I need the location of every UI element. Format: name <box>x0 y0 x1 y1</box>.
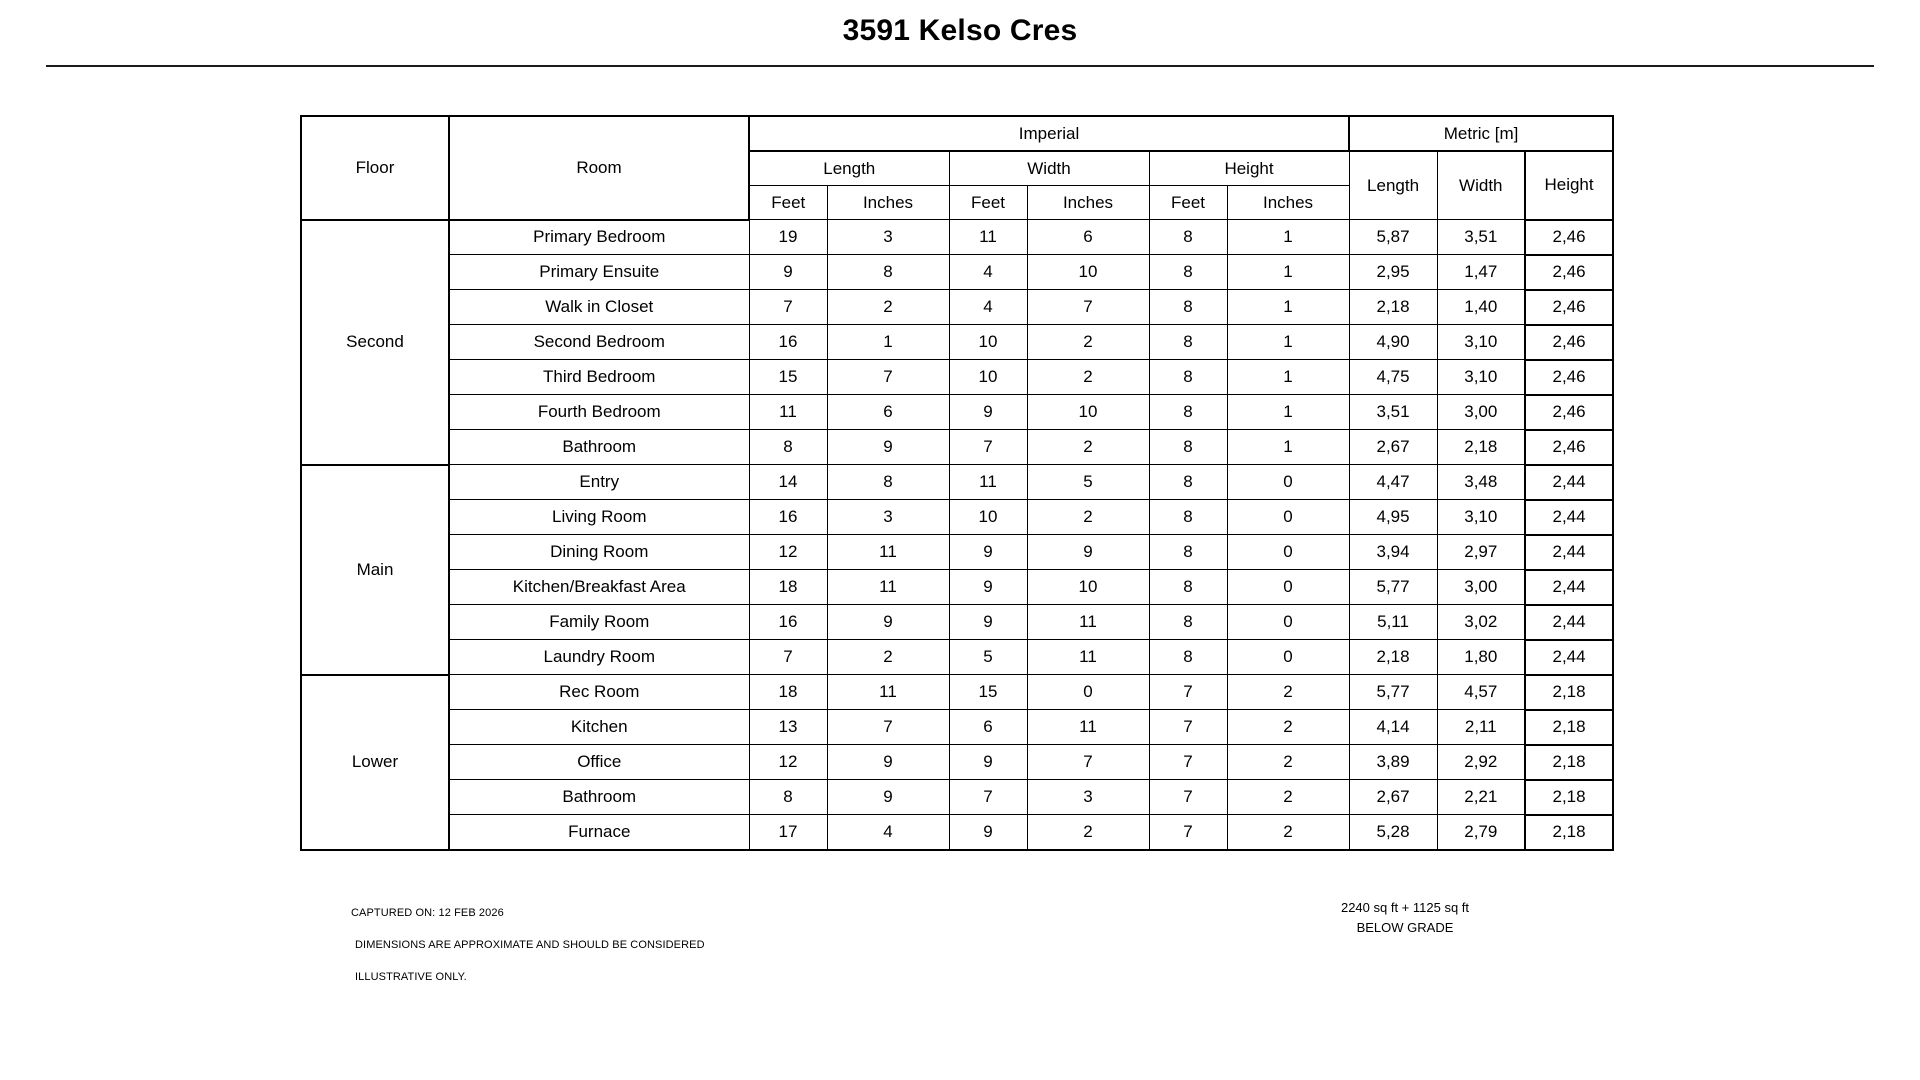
cell-length-inches: 7 <box>827 360 949 395</box>
table-row <box>301 255 1613 290</box>
cell-height-feet: 8 <box>1149 640 1227 675</box>
cell-height-inches: 2 <box>1227 710 1349 745</box>
cell-width-inches: 2 <box>1027 325 1149 360</box>
cell-metric-height: 2,46 <box>1525 360 1613 395</box>
cell-length-feet: 16 <box>749 325 827 360</box>
cell-metric-length: 5,77 <box>1349 675 1437 710</box>
table-row <box>301 780 1613 815</box>
cell-metric-height: 2,44 <box>1525 640 1613 675</box>
header-width-inches: Inches <box>1027 186 1149 220</box>
cell-height-inches: 2 <box>1227 675 1349 710</box>
cell-width-inches: 10 <box>1027 570 1149 605</box>
cell-metric-width: 3,00 <box>1437 395 1525 430</box>
cell-length-inches: 11 <box>827 535 949 570</box>
cell-room: Dining Room <box>449 535 749 570</box>
cell-length-inches: 7 <box>827 710 949 745</box>
cell-metric-width: 3,10 <box>1437 500 1525 535</box>
cell-room: Living Room <box>449 500 749 535</box>
cell-length-inches: 9 <box>827 605 949 640</box>
cell-metric-length: 5,77 <box>1349 570 1437 605</box>
cell-height-inches: 0 <box>1227 640 1349 675</box>
cell-length-feet: 18 <box>749 675 827 710</box>
cell-height-inches: 2 <box>1227 745 1349 780</box>
cell-width-inches: 2 <box>1027 500 1149 535</box>
header-imperial-length: Length <box>749 151 949 186</box>
cell-height-inches: 0 <box>1227 535 1349 570</box>
captured-on-text: CAPTURED ON: 12 FEB 2026 <box>351 906 504 919</box>
cell-width-inches: 7 <box>1027 290 1149 325</box>
cell-metric-length: 2,95 <box>1349 255 1437 290</box>
cell-height-feet: 8 <box>1149 500 1227 535</box>
cell-metric-length: 2,18 <box>1349 640 1437 675</box>
cell-length-inches: 9 <box>827 430 949 465</box>
cell-height-feet: 8 <box>1149 535 1227 570</box>
cell-height-inches: 1 <box>1227 430 1349 465</box>
cell-floor: Main <box>301 465 449 675</box>
cell-metric-width: 3,10 <box>1437 325 1525 360</box>
cell-metric-length: 5,11 <box>1349 605 1437 640</box>
cell-room: Kitchen/Breakfast Area <box>449 570 749 605</box>
cell-metric-length: 3,51 <box>1349 395 1437 430</box>
cell-height-feet: 8 <box>1149 290 1227 325</box>
header-imperial-width: Width <box>949 151 1149 186</box>
cell-metric-height: 2,46 <box>1525 220 1613 255</box>
cell-metric-width: 2,21 <box>1437 780 1525 815</box>
cell-length-inches: 1 <box>827 325 949 360</box>
cell-height-inches: 0 <box>1227 500 1349 535</box>
cell-width-feet: 11 <box>949 465 1027 500</box>
header-length-feet: Feet <box>749 186 827 220</box>
cell-length-inches: 11 <box>827 675 949 710</box>
cell-floor: Second <box>301 220 449 465</box>
cell-metric-length: 4,75 <box>1349 360 1437 395</box>
cell-metric-width: 3,00 <box>1437 570 1525 605</box>
cell-length-feet: 14 <box>749 465 827 500</box>
cell-height-feet: 8 <box>1149 360 1227 395</box>
cell-room: Primary Bedroom <box>449 220 749 255</box>
cell-height-inches: 1 <box>1227 360 1349 395</box>
cell-height-feet: 8 <box>1149 220 1227 255</box>
cell-width-inches: 2 <box>1027 815 1149 850</box>
cell-metric-height: 2,44 <box>1525 605 1613 640</box>
header-height-feet: Feet <box>1149 186 1227 220</box>
cell-height-inches: 0 <box>1227 570 1349 605</box>
cell-length-feet: 18 <box>749 570 827 605</box>
cell-width-inches: 2 <box>1027 360 1149 395</box>
cell-width-inches: 6 <box>1027 220 1149 255</box>
cell-floor: Lower <box>301 675 449 850</box>
cell-height-inches: 0 <box>1227 465 1349 500</box>
cell-width-inches: 11 <box>1027 640 1149 675</box>
disclaimer-line-1: DIMENSIONS ARE APPROXIMATE AND SHOULD BE CONSIDERED <box>355 938 705 951</box>
cell-length-feet: 17 <box>749 815 827 850</box>
cell-metric-length: 5,28 <box>1349 815 1437 850</box>
header-metric-width: Width <box>1437 151 1525 220</box>
cell-room: Kitchen <box>449 710 749 745</box>
cell-metric-width: 4,57 <box>1437 675 1525 710</box>
cell-metric-length: 3,89 <box>1349 745 1437 780</box>
cell-room: Primary Ensuite <box>449 255 749 290</box>
cell-room: Office <box>449 745 749 780</box>
table-row <box>301 640 1613 675</box>
cell-room: Bathroom <box>449 430 749 465</box>
cell-length-feet: 8 <box>749 430 827 465</box>
area-below-grade-label: BELOW GRADE <box>1356 919 1454 935</box>
cell-metric-length: 2,67 <box>1349 430 1437 465</box>
cell-height-inches: 1 <box>1227 255 1349 290</box>
cell-width-inches: 7 <box>1027 745 1149 780</box>
cell-metric-height: 2,44 <box>1525 535 1613 570</box>
cell-width-inches: 2 <box>1027 430 1149 465</box>
cell-length-inches: 9 <box>827 745 949 780</box>
cell-room: Laundry Room <box>449 640 749 675</box>
dimensions-table <box>300 115 1614 851</box>
cell-height-feet: 8 <box>1149 605 1227 640</box>
cell-length-feet: 15 <box>749 360 827 395</box>
cell-length-inches: 3 <box>827 220 949 255</box>
cell-metric-width: 3,10 <box>1437 360 1525 395</box>
cell-length-inches: 4 <box>827 815 949 850</box>
cell-width-feet: 9 <box>949 815 1027 850</box>
capture-note <box>351 890 705 1002</box>
cell-metric-height: 2,46 <box>1525 430 1613 465</box>
cell-length-feet: 19 <box>749 220 827 255</box>
cell-width-inches: 9 <box>1027 535 1149 570</box>
area-summary <box>1240 898 1570 937</box>
cell-width-feet: 9 <box>949 395 1027 430</box>
cell-length-inches: 8 <box>827 465 949 500</box>
dimensions-table-container <box>300 115 1594 851</box>
header-metric-height: Height <box>1525 151 1613 220</box>
cell-width-feet: 10 <box>949 360 1027 395</box>
cell-width-feet: 7 <box>949 430 1027 465</box>
cell-metric-height: 2,44 <box>1525 570 1613 605</box>
cell-height-inches: 2 <box>1227 780 1349 815</box>
cell-metric-width: 2,18 <box>1437 430 1525 465</box>
cell-width-feet: 4 <box>949 255 1027 290</box>
cell-room: Walk in Closet <box>449 290 749 325</box>
table-row <box>301 710 1613 745</box>
cell-width-inches: 3 <box>1027 780 1149 815</box>
cell-room: Entry <box>449 465 749 500</box>
cell-room: Furnace <box>449 815 749 850</box>
cell-width-feet: 7 <box>949 780 1027 815</box>
header-height-inches: Inches <box>1227 186 1349 220</box>
cell-width-feet: 9 <box>949 605 1027 640</box>
cell-width-inches: 10 <box>1027 255 1149 290</box>
cell-height-inches: 2 <box>1227 815 1349 850</box>
table-row <box>301 675 1613 710</box>
cell-height-inches: 1 <box>1227 325 1349 360</box>
cell-room: Bathroom <box>449 780 749 815</box>
cell-width-feet: 10 <box>949 500 1027 535</box>
cell-metric-height: 2,46 <box>1525 255 1613 290</box>
cell-metric-width: 2,11 <box>1437 710 1525 745</box>
cell-metric-width: 3,51 <box>1437 220 1525 255</box>
cell-metric-height: 2,18 <box>1525 675 1613 710</box>
cell-length-inches: 3 <box>827 500 949 535</box>
cell-length-inches: 8 <box>827 255 949 290</box>
cell-metric-width: 3,02 <box>1437 605 1525 640</box>
cell-metric-height: 2,18 <box>1525 815 1613 850</box>
cell-width-feet: 5 <box>949 640 1027 675</box>
header-floor: Floor <box>301 116 449 220</box>
cell-room: Rec Room <box>449 675 749 710</box>
cell-metric-width: 2,79 <box>1437 815 1525 850</box>
cell-height-feet: 8 <box>1149 325 1227 360</box>
cell-width-inches: 5 <box>1027 465 1149 500</box>
cell-length-feet: 7 <box>749 290 827 325</box>
cell-height-feet: 8 <box>1149 430 1227 465</box>
cell-height-feet: 7 <box>1149 780 1227 815</box>
cell-height-feet: 8 <box>1149 465 1227 500</box>
cell-width-feet: 10 <box>949 325 1027 360</box>
table-row <box>301 290 1613 325</box>
cell-height-inches: 1 <box>1227 290 1349 325</box>
cell-metric-height: 2,46 <box>1525 395 1613 430</box>
page-title: 3591 Kelso Cres <box>842 14 1078 47</box>
cell-width-feet: 6 <box>949 710 1027 745</box>
cell-metric-length: 4,95 <box>1349 500 1437 535</box>
cell-metric-height: 2,44 <box>1525 465 1613 500</box>
table-row <box>301 535 1613 570</box>
cell-length-inches: 2 <box>827 640 949 675</box>
cell-length-feet: 12 <box>749 535 827 570</box>
cell-width-feet: 9 <box>949 535 1027 570</box>
title-divider <box>46 65 1874 67</box>
header-imperial-height: Height <box>1149 151 1349 186</box>
cell-width-feet: 9 <box>949 745 1027 780</box>
cell-height-feet: 7 <box>1149 815 1227 850</box>
cell-metric-length: 3,94 <box>1349 535 1437 570</box>
cell-height-inches: 0 <box>1227 605 1349 640</box>
cell-metric-length: 4,90 <box>1349 325 1437 360</box>
cell-metric-width: 3,48 <box>1437 465 1525 500</box>
table-row <box>301 220 1613 255</box>
cell-width-inches: 11 <box>1027 605 1149 640</box>
cell-metric-length: 2,18 <box>1349 290 1437 325</box>
cell-width-inches: 0 <box>1027 675 1149 710</box>
cell-metric-width: 2,92 <box>1437 745 1525 780</box>
cell-metric-width: 1,40 <box>1437 290 1525 325</box>
cell-metric-height: 2,46 <box>1525 325 1613 360</box>
cell-room: Fourth Bedroom <box>449 395 749 430</box>
cell-height-feet: 7 <box>1149 710 1227 745</box>
cell-height-feet: 7 <box>1149 745 1227 780</box>
table-row <box>301 745 1613 780</box>
cell-room: Second Bedroom <box>449 325 749 360</box>
cell-metric-length: 5,87 <box>1349 220 1437 255</box>
cell-metric-length: 4,14 <box>1349 710 1437 745</box>
cell-width-feet: 9 <box>949 570 1027 605</box>
cell-height-inches: 1 <box>1227 395 1349 430</box>
table-row <box>301 815 1613 850</box>
cell-width-feet: 4 <box>949 290 1027 325</box>
cell-height-feet: 8 <box>1149 395 1227 430</box>
header-room: Room <box>449 116 749 220</box>
cell-length-inches: 6 <box>827 395 949 430</box>
table-row <box>301 465 1613 500</box>
cell-width-feet: 11 <box>949 220 1027 255</box>
header-width-feet: Feet <box>949 186 1027 220</box>
disclaimer-line-2: ILLUSTRATIVE ONLY. <box>355 970 467 983</box>
cell-length-feet: 8 <box>749 780 827 815</box>
area-total: 2240 sq ft + 1125 sq ft <box>1340 900 1470 915</box>
cell-metric-width: 1,47 <box>1437 255 1525 290</box>
cell-length-inches: 9 <box>827 780 949 815</box>
cell-metric-width: 1,80 <box>1437 640 1525 675</box>
cell-length-feet: 13 <box>749 710 827 745</box>
cell-metric-height: 2,44 <box>1525 500 1613 535</box>
header-length-inches: Inches <box>827 186 949 220</box>
cell-width-feet: 15 <box>949 675 1027 710</box>
cell-metric-height: 2,18 <box>1525 780 1613 815</box>
cell-metric-length: 4,47 <box>1349 465 1437 500</box>
header-imperial: Imperial <box>749 116 1349 151</box>
cell-length-feet: 9 <box>749 255 827 290</box>
cell-width-inches: 11 <box>1027 710 1149 745</box>
cell-height-feet: 8 <box>1149 570 1227 605</box>
header-metric-length: Length <box>1349 151 1437 220</box>
cell-room: Third Bedroom <box>449 360 749 395</box>
cell-length-feet: 11 <box>749 395 827 430</box>
table-header-row-1 <box>301 116 1613 151</box>
table-row <box>301 570 1613 605</box>
cell-height-feet: 8 <box>1149 255 1227 290</box>
cell-metric-height: 2,18 <box>1525 710 1613 745</box>
cell-room: Family Room <box>449 605 749 640</box>
cell-length-feet: 12 <box>749 745 827 780</box>
cell-metric-length: 2,67 <box>1349 780 1437 815</box>
cell-length-inches: 2 <box>827 290 949 325</box>
table-row <box>301 430 1613 465</box>
header-metric: Metric [m] <box>1349 116 1613 151</box>
cell-width-inches: 10 <box>1027 395 1149 430</box>
cell-height-feet: 7 <box>1149 675 1227 710</box>
cell-height-inches: 1 <box>1227 220 1349 255</box>
table-row <box>301 500 1613 535</box>
cell-length-inches: 11 <box>827 570 949 605</box>
cell-metric-height: 2,46 <box>1525 290 1613 325</box>
table-body <box>301 220 1613 850</box>
cell-length-feet: 16 <box>749 500 827 535</box>
cell-length-feet: 16 <box>749 605 827 640</box>
cell-metric-width: 2,97 <box>1437 535 1525 570</box>
table-row <box>301 395 1613 430</box>
table-row <box>301 360 1613 395</box>
table-row <box>301 325 1613 360</box>
table-head <box>301 116 1613 220</box>
table-row <box>301 605 1613 640</box>
cell-length-feet: 7 <box>749 640 827 675</box>
cell-metric-height: 2,18 <box>1525 745 1613 780</box>
